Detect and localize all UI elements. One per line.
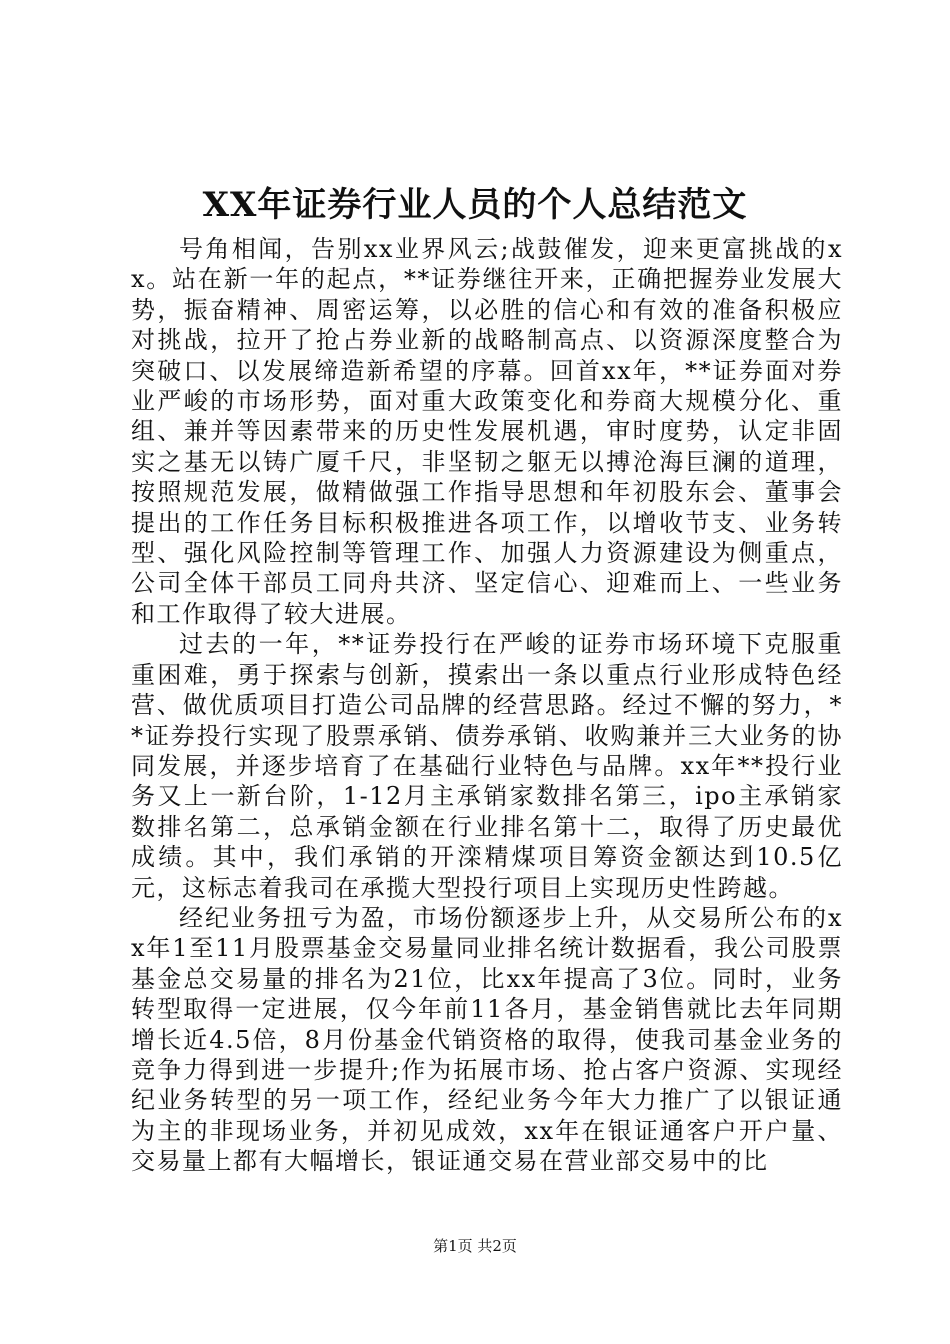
paragraph: 经纪业务扭亏为盈，市场份额逐步上升，从交易所公布的xx年1至11月股票基金交易量同业排名统计数据看，我公司股票基金总交易量的排名为21位，比xx年提高了3位。同时，业务转型取得一定进展，仅今年前11各月，基金销售就比去年同期增长近4.5倍，8月份基金代销资格的取得，使我司基金业务的竞争力得到进一步提升;作为拓展市场、抢占客户资源、实现经纪业务转型的另一项工作，经纪业务今年大力推广了以银证通为主的非现场业务，并初见成效，xx年在银证通客户开户量、交易量上都有大幅增长，银证通交易在营业部交易中的比 [131,903,843,1176]
document-body [131,234,843,1177]
page-number-footer: 第1页 共2页 [433,1237,517,1255]
document-title: XX年证券行业人员的个人总结范文 [202,185,748,225]
paragraph: 过去的一年，**证券投行在严峻的证券市场环境下克服重重困难，勇于探索与创新，摸索出一条以重点行业形成特色经营、做优质项目打造公司品牌的经营思路。经过不懈的努力，**证券投行实现了股票承销、债券承销、收购兼并三大业务的协同发展，并逐步培育了在基础行业特色与品牌。xx年**投行业务又上一新台阶，1-12月主承销家数排名第三，ipo主承销家数排名第二，总承销金额在行业排名第十二，取得了历史最优成绩。其中，我们承销的开滦精煤项目筹资金额达到10.5亿元，这标志着我司在承揽大型投行项目上实现历史性跨越。 [131,630,843,902]
paragraph: 号角相闻，告别xx业界风云;战鼓催发，迎来更富挑战的xx。站在新一年的起点，**证券继往开来，正确把握券业发展大势，振奋精神、周密运筹，以必胜的信心和有效的准备积极应对挑战，拉开了抢占券业新的战略制高点、以资源深度整合为突破口、以发展缔造新希望的序幕。回首xx年，**证券面对券业严峻的市场形势，面对重大政策变化和券商大规模分化、重组、兼并等因素带来的历史性发展机遇，审时度势，认定非固实之基无以铸广厦千尺，非坚韧之躯无以搏沧海巨澜的道理，按照规范发展，做精做强工作指导思想和年初股东会、董事会提出的工作任务目标积极推进各项工作，以增收节支、业务转型、强化风险控制等管理工作、加强人力资源建设为侧重点，公司全体干部员工同舟共济、坚定信心、迎难而上、一些业务和工作取得了较大进展。 [131,235,843,628]
